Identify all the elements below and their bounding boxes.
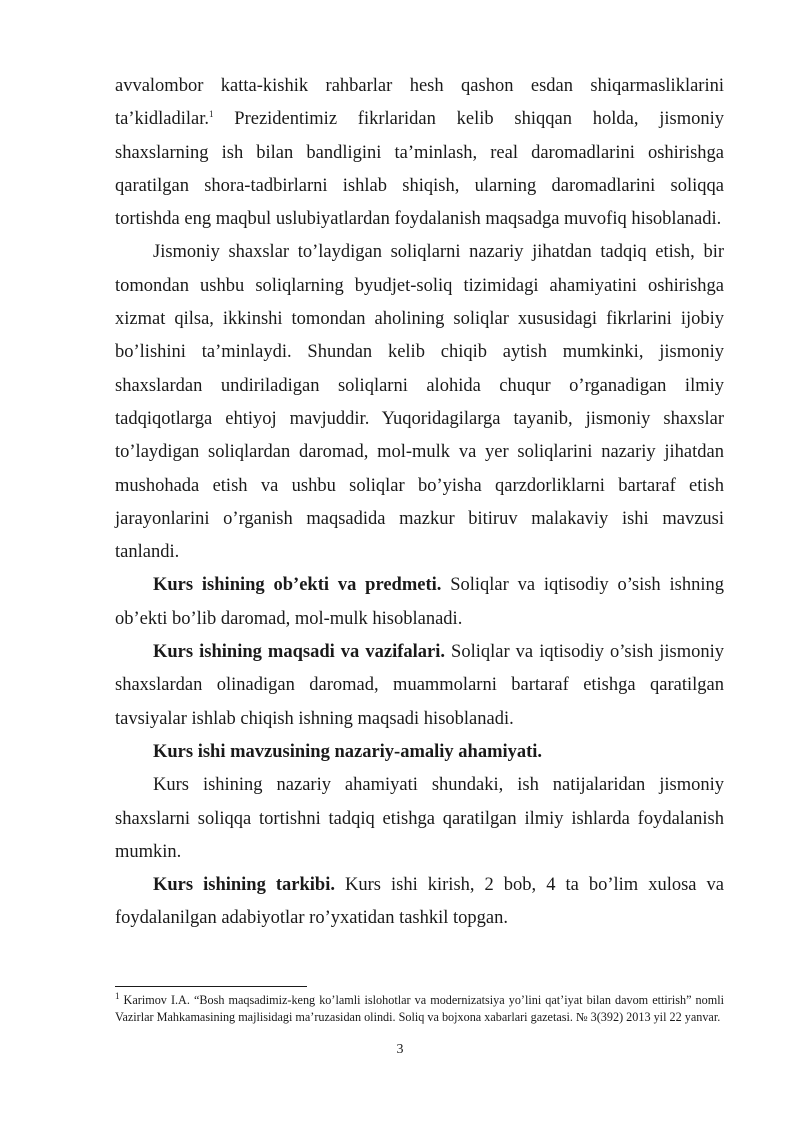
section-heading: Kurs ishining tarkibi.: [153, 875, 335, 896]
section-heading: Kurs ishining ob’ekti va predmeti.: [153, 575, 442, 596]
paragraph-text: avvalombor katta-kishik rahbarlar hesh qashon esdan shiqarmasliklarini ta’kidladilar.: [115, 76, 724, 130]
paragraph-5: [115, 736, 724, 769]
section-heading: Kurs ishi mavzusining nazariy-amaliy ahamiyati.: [153, 741, 543, 762]
paragraph-1: [115, 70, 724, 236]
footnote-1: [115, 992, 724, 1025]
page-number: 3: [396, 1042, 404, 1057]
footnote-marker: 1: [115, 990, 120, 1001]
paragraph-4: [115, 636, 724, 736]
paragraph-text: Kurs ishi kirish, 2 bob, 4 ta bo’lim xulosa va foydalanilgan adabiyotlar ro’yxatidan tashkil topgan.: [115, 875, 724, 929]
paragraph-3: [115, 569, 724, 636]
paragraph-2: [115, 236, 724, 569]
footnote-text: Karimov I.A. “Bosh maqsadimiz-keng ko’lamli islohotlar va modernizatsiya yo’lini qat’iyat bilan davom ettirish” nomli Vazirlar Mahkamasining majlisidagi ma’ruzasidan olindi. Soliq va bojxona xabarlari gazetasi. № 3(392) 2013 yil 22 yanvar.: [115, 993, 724, 1024]
footnote-separator: [115, 986, 307, 987]
paragraph-text: Soliqlar va iqtisodiy o’sish ishning ob’ekti bo’lib daromad, mol-mulk hisoblanadi.: [115, 575, 724, 629]
paragraph-text: Kurs ishining nazariy ahamiyati shundaki, ish natijalaridan jismoniy shaxslarni soliqqa tortishni tadqiq etishga qaratilgan ilmiy ishlarda foydalanish mumkin.: [115, 775, 724, 862]
paragraph-6: [115, 769, 724, 869]
body-text: [115, 70, 724, 936]
footnote-area: [115, 992, 724, 1025]
paragraph-text: Jismoniy shaxslar to’laydigan soliqlarni nazariy jihatdan tadqiq etish, bir tomondan ushbu soliqlarning byudjet-soliq tizimidagi ahamiyatini oshirishga xizmat qilsa, ikkinshi tomondan aholining soliqlar xususidagi fikrlarini ijobiy bo’lishini ta’minlaydi. Shundan kelib chiqib aytish mumkinki, jismoniy shaxslardan undiriladigan soliqlarni alohida chuqur o’rganadigan ilmiy tadqiqotlarga ehtiyoj mavjuddir. Yuqoridagilarga tayanib, jismoniy shaxslar to’laydigan soliqlardan daromad, mol-mulk va yer soliqlarini nazariy jihatdan mushohada etish va ushbu soliqlar bo’yisha qarzdorliklarni bartaraf etish jarayonlarini o’rganish maqsadida mazkur bitiruv malakaviy ishi mavzusi tanlandi.: [115, 242, 724, 563]
paragraph-text: Soliqlar va iqtisodiy o’sish jismoniy shaxslardan olinadigan daromad, muammolarni bartaraf etishga qaratilgan tavsiyalar ishlab chiqish ishning maqsadi hisoblanadi.: [115, 642, 724, 729]
footnote-reference[interactable]: 1: [209, 109, 214, 120]
paragraph-text: Prezidentimiz fikrlaridan kelib shiqqan holda, jismoniy shaxslarning ish bilan bandligini ta’minlash, real daromadlarini oshirishga qaratilgan shora-tadbirlarni ishlab shiqish, ularning daromadlarini soliqqa tortishda eng maqbul uslubiyatlardan foydalanish maqsadga muvofiq hisoblanadi.: [115, 109, 724, 230]
section-heading: Kurs ishining maqsadi va vazifalari.: [153, 642, 445, 663]
paragraph-7: [115, 869, 724, 936]
